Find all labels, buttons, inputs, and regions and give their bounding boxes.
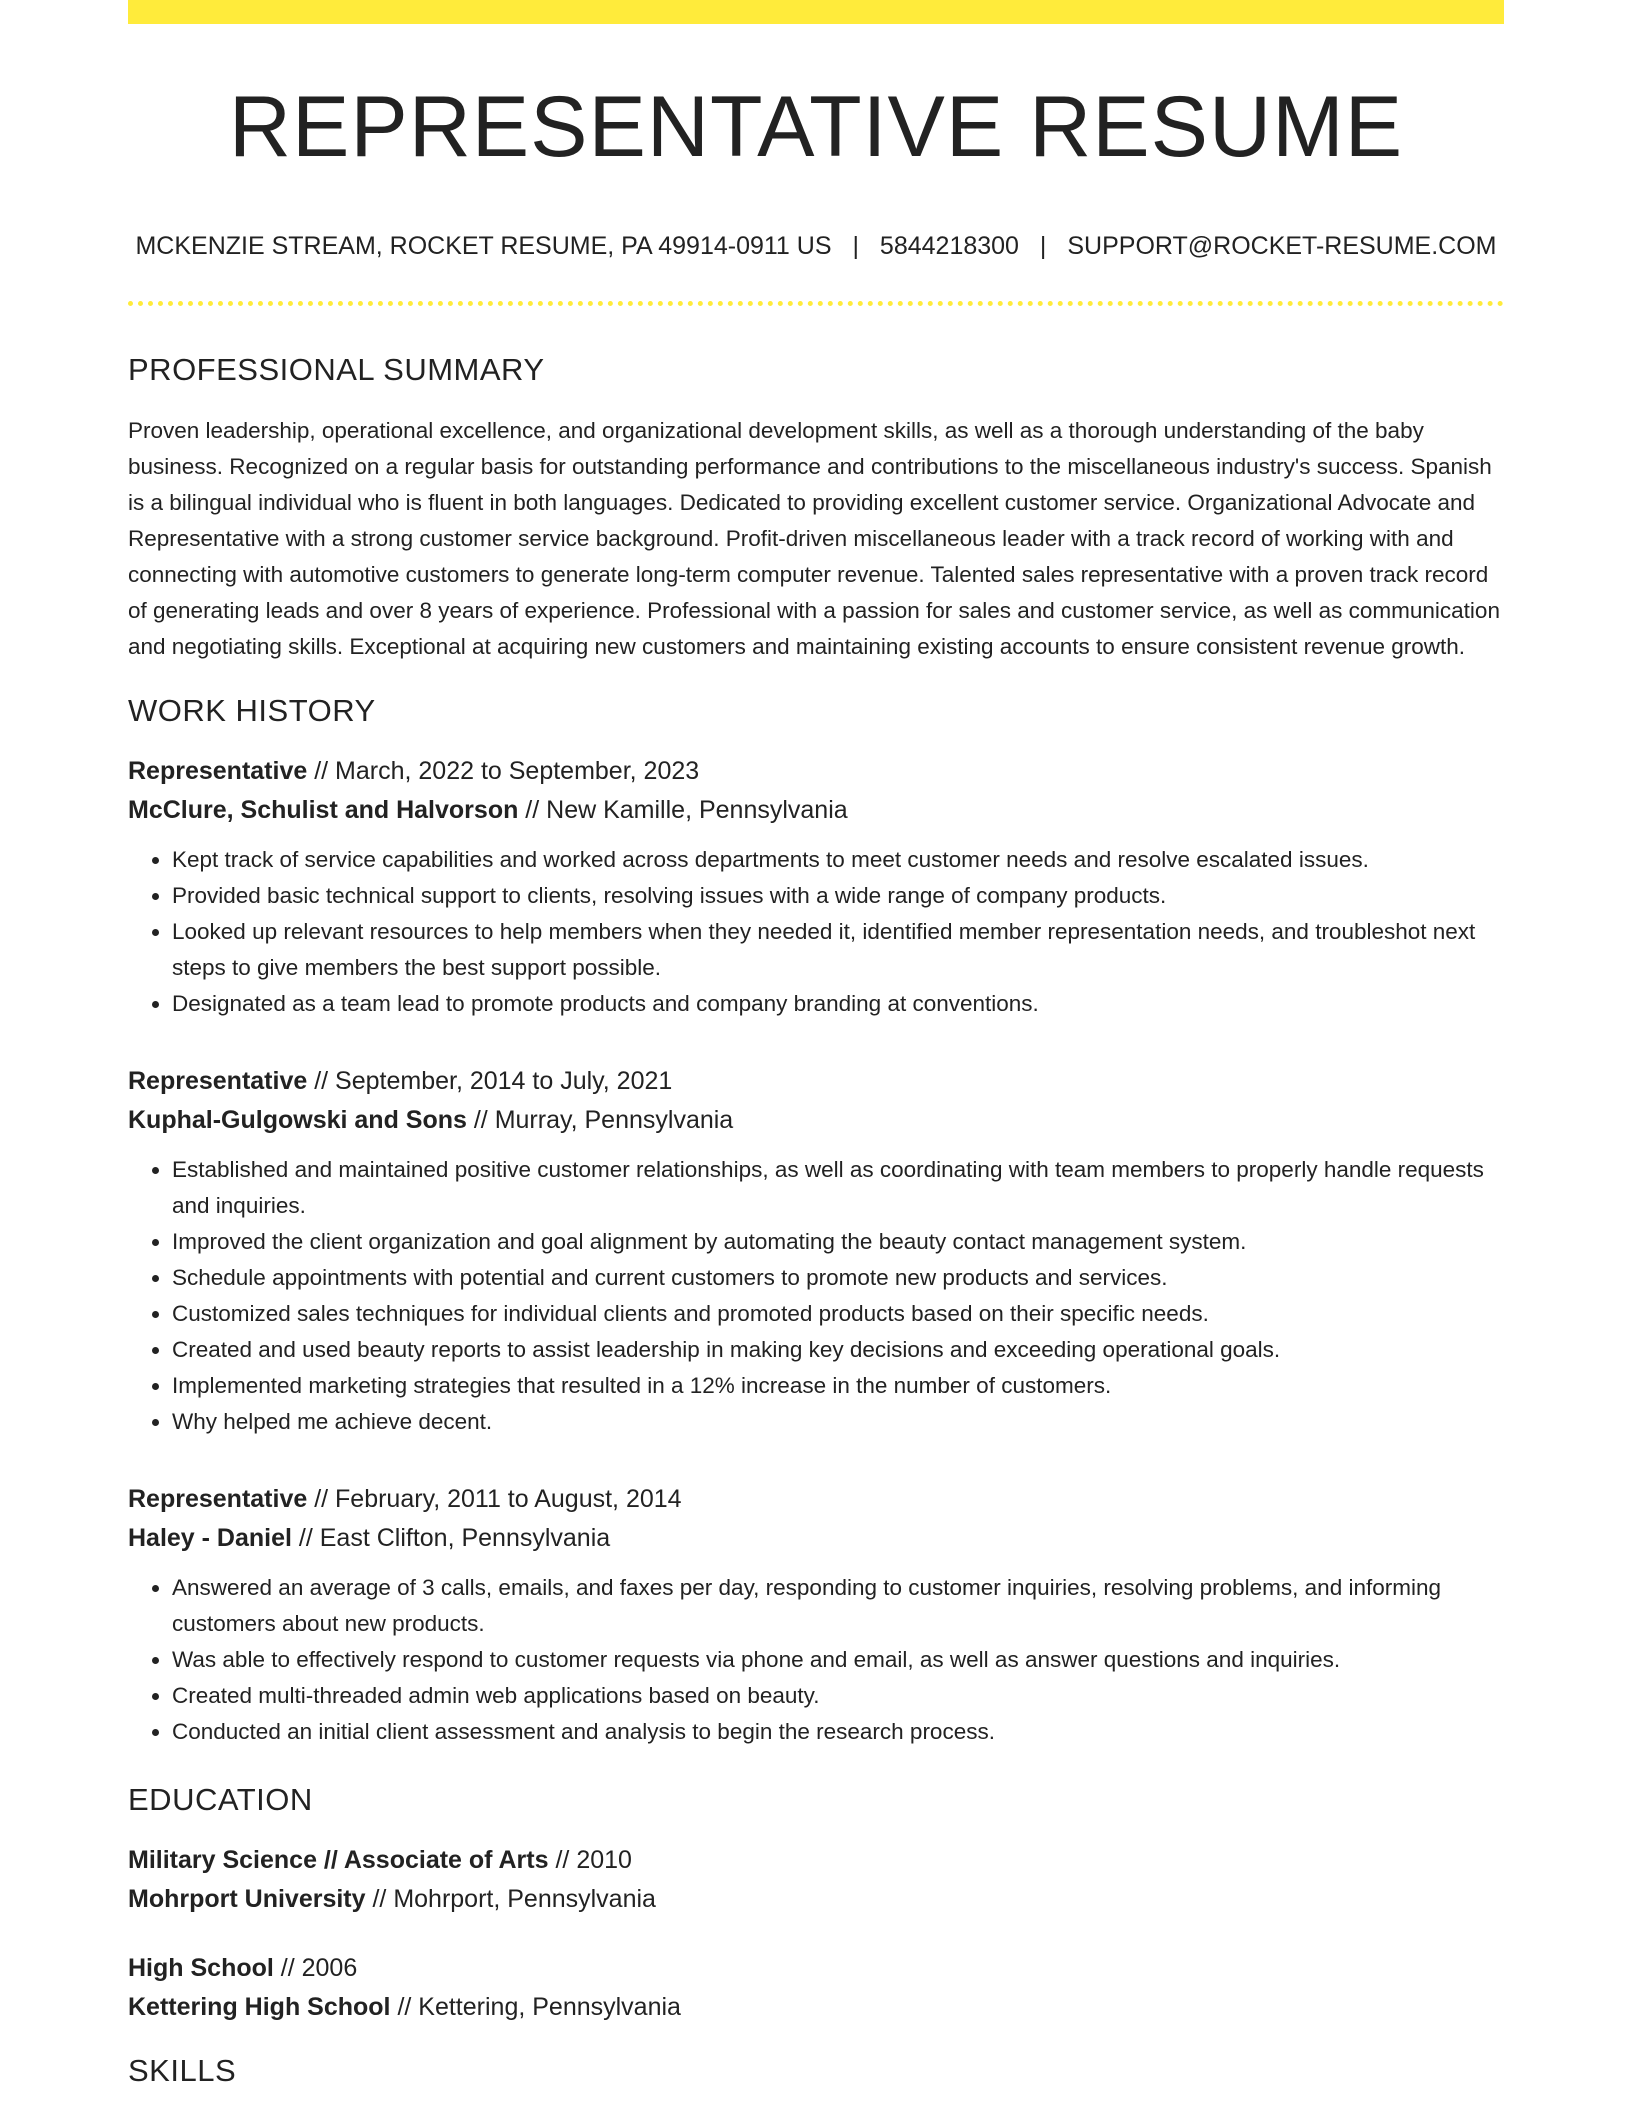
education-degree: High School xyxy=(128,1954,274,1982)
education-location: // Kettering, Pennsylvania xyxy=(390,1993,681,2021)
education-school-line xyxy=(128,1880,1504,1919)
job-entry xyxy=(128,1062,1504,1440)
job-company: Haley - Daniel xyxy=(128,1524,292,1552)
education-school: Kettering High School xyxy=(128,1993,391,2021)
summary-text: Proven leadership, operational excellence, and organizational development skills, as well as a thorough understanding of the baby business. Recognized on a regular basis for outstanding performance and contributions to the miscellaneous industry's success. Spanish is a bilingual individual who is fluent in both languages. Dedicated to providing excellent customer service. Organizational Advocate and Representative with a strong customer service background. Profit-driven miscellaneous leader with a track record of working with and connecting with automotive customers to generate long-term computer revenue. Talented sales representative with a proven track record of generating leads and over 8 years of experience. Professional with a passion for sales and customer service, as well as communication and negotiating skills. Exceptional at acquiring new customers and maintaining existing accounts to ensure consistent revenue growth. xyxy=(128,418,1500,659)
education-year: // 2010 xyxy=(548,1846,632,1874)
education-degree-line xyxy=(128,1841,1504,1880)
job-bullet: • Conducted an initial client assessment and analysis to begin the research process. xyxy=(172,1714,1504,1750)
job-dates: // September, 2014 to July, 2021 xyxy=(307,1067,673,1095)
job-title-line xyxy=(128,752,1504,791)
job-company-line xyxy=(128,1101,1504,1140)
job-entry xyxy=(128,752,1504,1022)
job-title-line xyxy=(128,1062,1504,1101)
resume-page xyxy=(128,0,1504,2086)
accent-top-bar xyxy=(128,0,1504,24)
contact-email: SUPPORT@ROCKET-RESUME.COM xyxy=(1067,232,1497,260)
job-title: Representative xyxy=(128,1485,308,1513)
job-bullets xyxy=(128,1570,1504,1750)
work-history-heading: WORK HISTORY xyxy=(128,693,376,728)
job-bullet: • Improved the client organization and goal alignment by automating the beauty contact management system. xyxy=(172,1224,1504,1260)
job-bullet: • Kept track of service capabilities and worked across departments to meet customer needs and resolve escalated issues. xyxy=(172,842,1504,878)
education-entry xyxy=(128,1949,1504,2027)
contact-phone: 5844218300 xyxy=(879,232,1019,260)
education-degree: Military Science // Associate of Arts xyxy=(128,1846,549,1874)
education-heading: EDUCATION xyxy=(128,1782,313,1817)
job-bullet: • Schedule appointments with potential and current customers to promote new products and services. xyxy=(172,1260,1504,1296)
job-company: McClure, Schulist and Halvorson xyxy=(128,796,519,824)
job-company: Kuphal-Gulgowski and Sons xyxy=(128,1106,467,1134)
job-company-line xyxy=(128,791,1504,830)
job-bullet: • Looked up relevant resources to help members when they needed it, identified member representation needs, and troubleshot next steps to give members the best support possible. xyxy=(172,914,1504,986)
job-dates: // March, 2022 to September, 2023 xyxy=(307,757,700,785)
job-bullets xyxy=(128,1152,1504,1440)
education-school-line xyxy=(128,1988,1504,2027)
job-bullet: • Provided basic technical support to clients, resolving issues with a wide range of company products. xyxy=(172,878,1504,914)
job-location: // East Clifton, Pennsylvania xyxy=(291,1524,611,1552)
job-bullet: • Was able to effectively respond to customer requests via phone and email, as well as answer questions and inquiries. xyxy=(172,1642,1504,1678)
contact-line xyxy=(128,234,1504,259)
job-bullet: • Established and maintained positive customer relationships, as well as coordinating with team members to properly handle requests and inquiries. xyxy=(172,1152,1504,1224)
job-bullet: • Implemented marketing strategies that resulted in a 12% increase in the number of customers. xyxy=(172,1368,1504,1404)
job-bullet: • Designated as a team lead to promote products and company branding at conventions. xyxy=(172,986,1504,1022)
education-entry xyxy=(128,1841,1504,1919)
job-title: Representative xyxy=(128,1067,308,1095)
job-bullet: • Why helped me achieve decent. xyxy=(172,1404,1504,1440)
job-bullet: • Created multi-threaded admin web applications based on beauty. xyxy=(172,1678,1504,1714)
contact-address: MCKENZIE STREAM, ROCKET RESUME, PA 49914-0911 US xyxy=(135,232,832,260)
job-bullet: • Customized sales techniques for individual clients and promoted products based on their specific needs. xyxy=(172,1296,1504,1332)
job-dates: // February, 2011 to August, 2014 xyxy=(307,1485,682,1513)
contact-separator: | xyxy=(1039,232,1047,260)
job-company-line xyxy=(128,1519,1504,1558)
education-year: // 2006 xyxy=(273,1954,358,1982)
education-location: // Mohrport, Pennsylvania xyxy=(365,1885,656,1913)
job-location: // Murray, Pennsylvania xyxy=(466,1106,734,1134)
summary-heading: PROFESSIONAL SUMMARY xyxy=(128,352,545,387)
job-location: // New Kamille, Pennsylvania xyxy=(518,796,848,824)
job-entry xyxy=(128,1480,1504,1750)
job-title: Representative xyxy=(128,757,308,785)
job-title-line xyxy=(128,1480,1504,1519)
job-bullet: • Answered an average of 3 calls, emails, and faxes per day, responding to customer inquiries, resolving problems, and informing customers about new products. xyxy=(172,1570,1504,1642)
header-divider xyxy=(128,301,1504,306)
education-degree-line xyxy=(128,1949,1504,1988)
contact-separator: | xyxy=(852,232,859,260)
education-school: Mohrport University xyxy=(128,1885,366,1913)
resume-title: REPRESENTATIVE RESUME xyxy=(228,79,1404,175)
job-bullet: • Created and used beauty reports to assist leadership in making key decisions and exceeding operational goals. xyxy=(172,1332,1504,1368)
job-bullets xyxy=(128,842,1504,1022)
skills-heading: SKILLS xyxy=(128,2053,237,2088)
